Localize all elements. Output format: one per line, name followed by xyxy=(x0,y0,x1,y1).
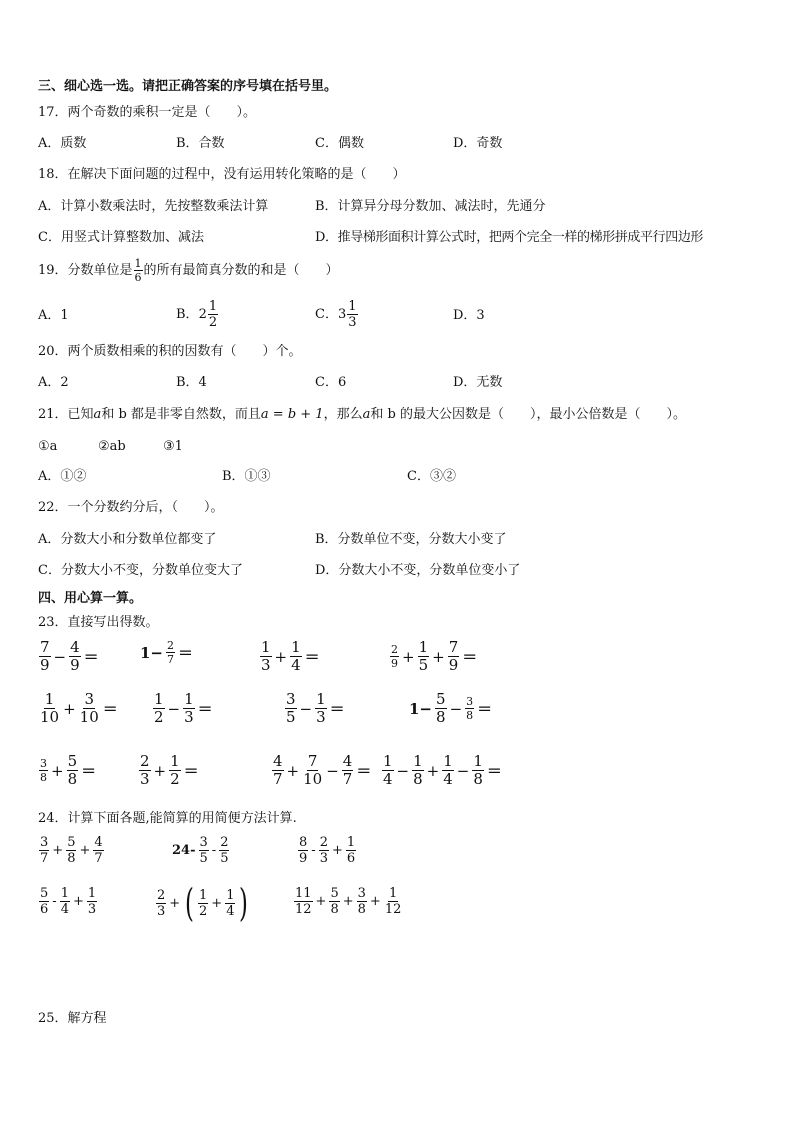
q18-stem: 18．在解决下面问题的过程中，没有运用转化策略的是（ ） xyxy=(38,167,406,182)
q24-r2-expr-3: $\frac{11}{12}$ + $\frac{5}{8}$ + $\frac{3}{8}$ + $\frac{1}{12}$ xyxy=(295,886,402,917)
q24-r1-expr-3: $\frac{8}{9}$ - $\frac{2}{3}$ + $\frac{1}{6}$ xyxy=(299,835,356,866)
q20-option-c: C．6 xyxy=(315,375,347,390)
q19-option-d: D．3 xyxy=(453,308,485,323)
left-paren: ( xyxy=(185,881,195,925)
q17-option-d: D．奇数 xyxy=(453,136,503,151)
q19-unit-fraction: $\frac{1}{6}$ xyxy=(134,257,142,284)
q19-option-b: B． 2 $\frac{1}{2}$ xyxy=(176,299,218,330)
q23-r3-expr-4: $\frac{1}{4}$ − $\frac{1}{8}$ + $\frac{1}{4}$ − $\frac{1}{8}$ ＝ xyxy=(383,752,502,788)
q23-r1-expr-3: $\frac{1}{3}$ + $\frac{1}{4}$ ＝ xyxy=(261,638,320,674)
q22-option-c: C．分数大小不变，分数单位变大了 xyxy=(38,563,243,578)
q21-choice-1: ①a xyxy=(38,439,58,454)
q22-option-d: D．分数大小不变，分数单位变小了 xyxy=(315,563,521,578)
q20-option-a: A．2 xyxy=(38,375,69,390)
q19-stem-pre: 19．分数单位是 xyxy=(38,262,133,278)
section-4-title: 四、用心算一算。 xyxy=(38,591,143,606)
q20-option-b: B．4 xyxy=(176,375,207,390)
q21-choice-2: ②ab xyxy=(98,439,126,454)
q25-stem: 25．解方程 xyxy=(38,1011,107,1026)
q23-r2-expr-3: $\frac{3}{5}$ − $\frac{1}{3}$ ＝ xyxy=(286,690,345,726)
q21-stem: 21．已知a和 b 都是非零自然数，而且a = b + 1，那么a和 b 的最大公因数是（ ），最小公倍数是（ ）。 xyxy=(38,407,686,422)
q17-option-b: B．合数 xyxy=(176,136,225,151)
q17-stem: 17．两个奇数的乘积一定是（ ）。 xyxy=(38,105,257,120)
q21-choice-3: ③1 xyxy=(163,439,183,454)
q19-option-c: C． 3 $\frac{1}{3}$ xyxy=(315,299,357,330)
q19-stem xyxy=(38,258,339,283)
q19-stem-post: 的所有最简真分数的和是（ ） xyxy=(143,262,339,278)
q18-option-d: D．推导梯形面积计算公式时，把两个完全一样的梯形拼成平行四边形 xyxy=(315,230,704,245)
q18-option-a: A．计算小数乘法时，先按整数乘法计算 xyxy=(38,199,269,214)
section-3-title: 三、细心选一选。请把正确答案的序号填在括号里。 xyxy=(38,79,338,94)
q23-r2-expr-4: 1− $\frac{5}{8}$ − $\frac{3}{8}$ ＝ xyxy=(409,690,493,726)
q23-r1-expr-4: $\frac{2}{9}$ + $\frac{1}{5}$ + $\frac{7}{9}$ ＝ xyxy=(391,638,478,674)
q23-r2-expr-1: $\frac{1}{10}$ + $\frac{3}{10}$ ＝ xyxy=(40,690,118,726)
q23-r1-expr-1: $\frac{7}{9}$ − $\frac{4}{9}$ ＝ xyxy=(40,638,99,674)
q19-option-b-fraction: $\frac{1}{2}$ xyxy=(208,299,218,330)
q18-option-b: B．计算异分母分数加、减法时，先通分 xyxy=(315,199,546,214)
q21-option-a: A．①② xyxy=(38,469,87,484)
q23-r3-expr-1: $\frac{3}{8}$ + $\frac{5}{8}$ ＝ xyxy=(40,752,97,788)
q24-r2-expr-2: $\frac{2}{3}$ + ( $\frac{1}{2}$ + $\frac{1}{4}$ ) xyxy=(157,881,249,925)
q23-stem: 23．直接写出得数。 xyxy=(38,615,159,630)
q22-stem: 22．一个分数约分后，（ ）。 xyxy=(38,500,224,515)
q23-r3-expr-3: $\frac{4}{7}$ + $\frac{7}{10}$ − $\frac{4}{7}$ ＝ xyxy=(273,752,372,788)
q18-option-c: C．用竖式计算整数加、减法 xyxy=(38,230,204,245)
q23-r3-expr-2: $\frac{2}{3}$ + $\frac{1}{2}$ ＝ xyxy=(140,752,199,788)
q24-r1-expr-1: $\frac{3}{7}$ + $\frac{5}{8}$ + $\frac{4}{7}$ xyxy=(40,835,103,866)
q21-option-b: B．①③ xyxy=(222,469,271,484)
q19-option-a: A．1 xyxy=(38,308,69,323)
q21-option-c: C．③② xyxy=(407,469,456,484)
q17-option-c: C．偶数 xyxy=(315,136,364,151)
q24-r1-expr-2: 24- $\frac{3}{5}$ - $\frac{2}{5}$ xyxy=(172,835,229,866)
q19-option-c-fraction: $\frac{1}{3}$ xyxy=(348,299,357,330)
q24-r2-expr-1: $\frac{5}{6}$ - $\frac{1}{4}$ + $\frac{1}{3}$ xyxy=(40,886,97,917)
right-paren: ) xyxy=(239,881,249,925)
q20-option-d: D．无数 xyxy=(453,375,503,390)
q22-option-b: B．分数单位不变，分数大小变了 xyxy=(315,532,507,547)
q17-option-a: A．质数 xyxy=(38,136,87,151)
q23-r1-expr-2: 1− $\frac{2}{7}$ ＝ xyxy=(140,639,194,666)
q21-equation: a = b + 1 xyxy=(260,407,324,422)
q23-r2-expr-2: $\frac{1}{2}$ − $\frac{1}{3}$ ＝ xyxy=(154,690,213,726)
q24-stem: 24．计算下面各题,能简算的用简便方法计算. xyxy=(38,811,297,826)
q20-stem: 20．两个质数相乘的积的因数有（ ）个。 xyxy=(38,344,302,359)
q22-option-a: A．分数大小和分数单位都变了 xyxy=(38,532,217,547)
